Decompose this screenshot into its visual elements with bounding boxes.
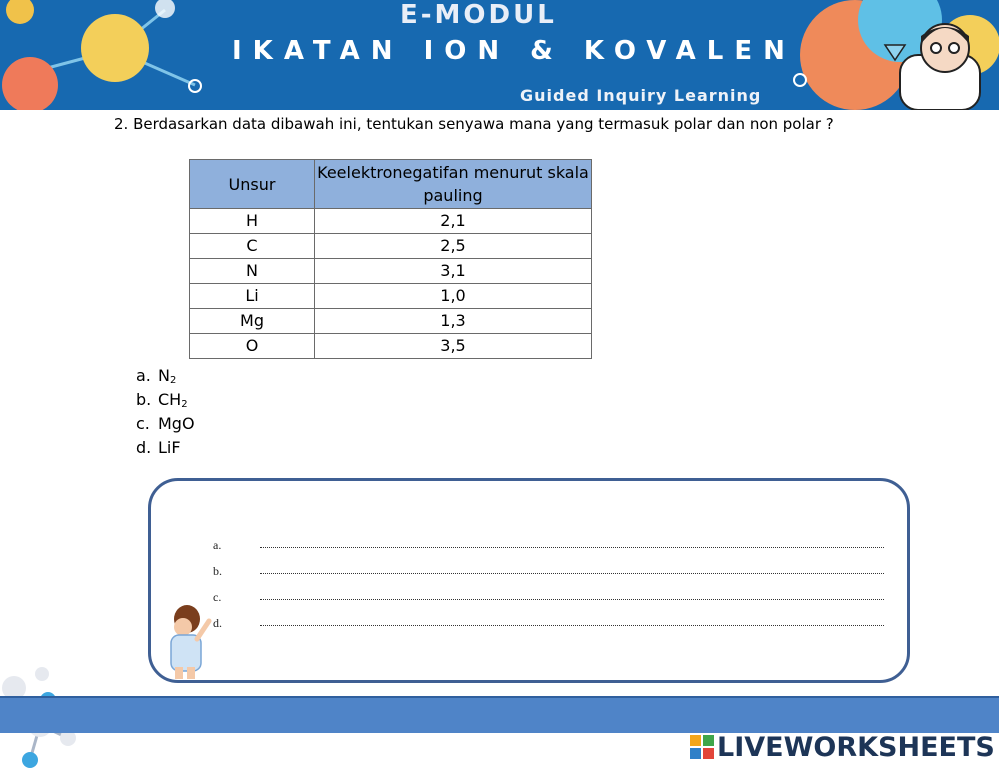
- option-letter: b.: [136, 390, 152, 409]
- table-row: [190, 309, 592, 334]
- liveworksheets-text: LIVEWORKSHEETS: [717, 732, 995, 763]
- header-title-topic: IKATAN ION & KOVALEN: [232, 36, 796, 66]
- table-cell-unsur: C: [190, 234, 315, 259]
- table-cell-unsur: O: [190, 334, 315, 359]
- answer-label-b: b.: [213, 564, 222, 578]
- table-header-keelektronegatifan: Keelektronegatifan menurut skala pauling: [315, 160, 592, 209]
- option-letter: c.: [136, 414, 150, 433]
- answer-box: [148, 478, 910, 683]
- table-header-unsur: Unsur: [190, 160, 315, 209]
- table-row: [190, 259, 592, 284]
- electronegativity-table: [189, 159, 592, 359]
- option-formula: CH: [158, 390, 182, 409]
- liveworksheets-icon: [690, 735, 714, 759]
- option-letter: a.: [136, 366, 151, 385]
- option-a: [136, 366, 176, 386]
- option-subscript: 2: [169, 375, 177, 386]
- table-cell-unsur: N: [190, 259, 315, 284]
- option-formula: LiF: [158, 438, 181, 457]
- footer-band: [0, 696, 999, 733]
- question-body: Berdasarkan data dibawah ini, tentukan senyawa mana yang termasuk polar dan non polar ?: [133, 115, 834, 133]
- answer-field-c[interactable]: [260, 598, 884, 600]
- header-subtitle: Guided Inquiry Learning: [520, 86, 762, 105]
- table-cell-nilai: 2,5: [315, 234, 592, 259]
- option-formula: MgO: [158, 414, 195, 433]
- option-b: [136, 390, 188, 410]
- header-title-emodul: E-MODUL: [400, 0, 557, 30]
- table-row: [190, 334, 592, 359]
- table-cell-unsur: Mg: [190, 309, 315, 334]
- table-cell-unsur: Li: [190, 284, 315, 309]
- student-illustration: [163, 603, 213, 679]
- table-cell-nilai: 1,3: [315, 309, 592, 334]
- table-row: [190, 234, 592, 259]
- answer-field-d[interactable]: [260, 624, 884, 626]
- question-text: [114, 115, 834, 133]
- option-subscript: 2: [181, 399, 188, 410]
- answer-field-b[interactable]: [260, 572, 884, 574]
- table-row: [190, 284, 592, 309]
- answer-field-a[interactable]: [260, 546, 884, 548]
- question-number: 2.: [114, 115, 129, 133]
- table-cell-nilai: 1,0: [315, 284, 592, 309]
- option-letter: d.: [136, 438, 152, 457]
- table-cell-nilai: 2,1: [315, 209, 592, 234]
- answer-label-a: a.: [213, 538, 222, 552]
- liveworksheets-logo: [690, 732, 995, 763]
- header-banner: [0, 0, 999, 110]
- table-row: [190, 209, 592, 234]
- table-cell-nilai: 3,5: [315, 334, 592, 359]
- option-c: [136, 414, 195, 433]
- table-cell-nilai: 3,1: [315, 259, 592, 284]
- table-header-row: [190, 160, 592, 209]
- answer-label-c: c.: [213, 590, 222, 604]
- option-formula: N: [158, 366, 170, 385]
- answer-label-d: d.: [213, 616, 222, 630]
- table-cell-unsur: H: [190, 209, 315, 234]
- option-d: [136, 438, 181, 457]
